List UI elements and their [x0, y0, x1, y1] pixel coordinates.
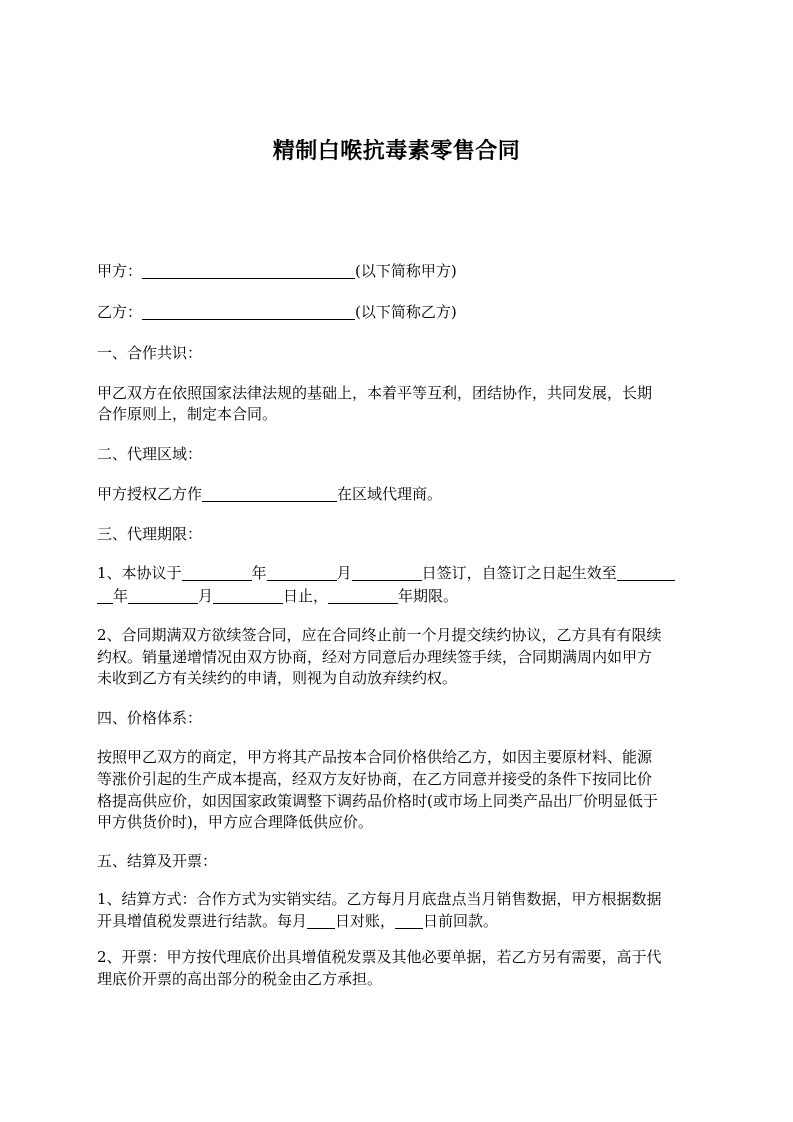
sign-month-blank — [267, 562, 337, 581]
term-years-label: 年期限。 — [398, 587, 459, 605]
term-line-1 — [97, 561, 697, 585]
party-a-suffix: (以下简称甲方) — [355, 262, 457, 280]
party-a-blank — [142, 260, 355, 279]
end-year-label: 年 — [113, 587, 129, 605]
end-year-blank-a — [617, 562, 675, 581]
sign-year-blank — [182, 562, 252, 581]
end-day-blank — [213, 585, 283, 604]
invoice-line-1: 2、开票：甲方按代理底价出具增值税发票及其他必要单据，若乙方另有需要，高于代 — [97, 948, 662, 966]
end-month-label: 月 — [198, 587, 214, 605]
price-line-2: 等涨价引起的生产成本提高，经双方友好协商，在乙方同意并接受的条件下按同比价 — [97, 770, 653, 788]
section-1-heading: 一、合作共识： — [97, 344, 203, 362]
reconcile-mid: 日对账， — [335, 912, 396, 930]
term-prefix: 1、本协议于 — [97, 564, 182, 582]
settlement-line-2 — [97, 909, 697, 933]
end-day-label: 日止， — [283, 587, 329, 605]
payment-day-blank — [395, 910, 423, 929]
party-b-line — [97, 300, 697, 324]
sign-month-label: 月 — [336, 564, 352, 582]
document-title: 精制白喉抗毒素零售合同 — [272, 139, 521, 164]
end-month-blank — [128, 585, 198, 604]
section-1-line-2: 合作原则上，制定本合同。 — [97, 405, 278, 423]
settlement-line-1: 1、结算方式：合作方式为实销实结。乙方每月月底盘点当月销售数据，甲方根据数据 — [97, 890, 662, 908]
renewal-line-2: 约权。销量递增情况由双方协商，经对方同意后办理续签手续，合同期满周内如甲方 — [97, 648, 653, 666]
party-b-blank — [142, 301, 355, 320]
price-line-4: 甲方供货价时)，甲方应合理降低供应价。 — [97, 813, 373, 831]
party-a-line — [97, 259, 697, 283]
renewal-line-1: 2、合同期满双方欲续签合同，应在合同终止前一个月提交续约协议，乙方具有有限续 — [97, 626, 662, 644]
term-years-blank — [328, 585, 398, 604]
price-line-3: 格提高供应价，如因国家政策调整下调药品价格时(或市场上同类产品出厂价明显低于 — [97, 792, 658, 810]
party-b-label: 乙方： — [97, 303, 143, 321]
sign-day-label: 日签订，自签订之日起生效至 — [421, 564, 617, 582]
reconcile-day-blank — [307, 910, 335, 929]
end-year-blank-b — [97, 585, 113, 604]
reconcile-prefix: 开具增值税发票进行结款。每月 — [97, 912, 308, 930]
section-5-heading: 五、结算及开票： — [97, 852, 218, 870]
sign-year-label: 年 — [251, 564, 267, 582]
renewal-line-3: 未收到乙方有关续约的申请，则视为自动放弃续约权。 — [97, 669, 458, 687]
section-1-line-1: 甲乙双方在依照国家法律法规的基础上，本着平等互利，团结协作，共同发展，长期 — [97, 384, 653, 402]
section-4-heading: 四、价格体系： — [97, 709, 203, 727]
section-2-heading: 二、代理区域： — [97, 445, 203, 463]
section-2-body — [97, 482, 697, 506]
price-line-1: 按照甲乙双方的商定，甲方将其产品按本合同价格供给乙方，如因主要原材料、能源 — [97, 748, 653, 766]
section-3-heading: 三、代理期限： — [97, 525, 203, 543]
region-suffix: 在区域代理商。 — [337, 485, 443, 503]
party-b-suffix: (以下简称乙方) — [355, 303, 457, 321]
invoice-line-2: 理底价开票的高出部分的税金由乙方承担。 — [97, 970, 383, 988]
region-blank — [202, 483, 337, 502]
party-a-label: 甲方： — [97, 262, 143, 280]
term-line-2 — [97, 584, 697, 608]
region-prefix: 甲方授权乙方作 — [97, 485, 203, 503]
payment-suffix: 日前回款。 — [423, 912, 499, 930]
sign-day-blank — [352, 562, 422, 581]
